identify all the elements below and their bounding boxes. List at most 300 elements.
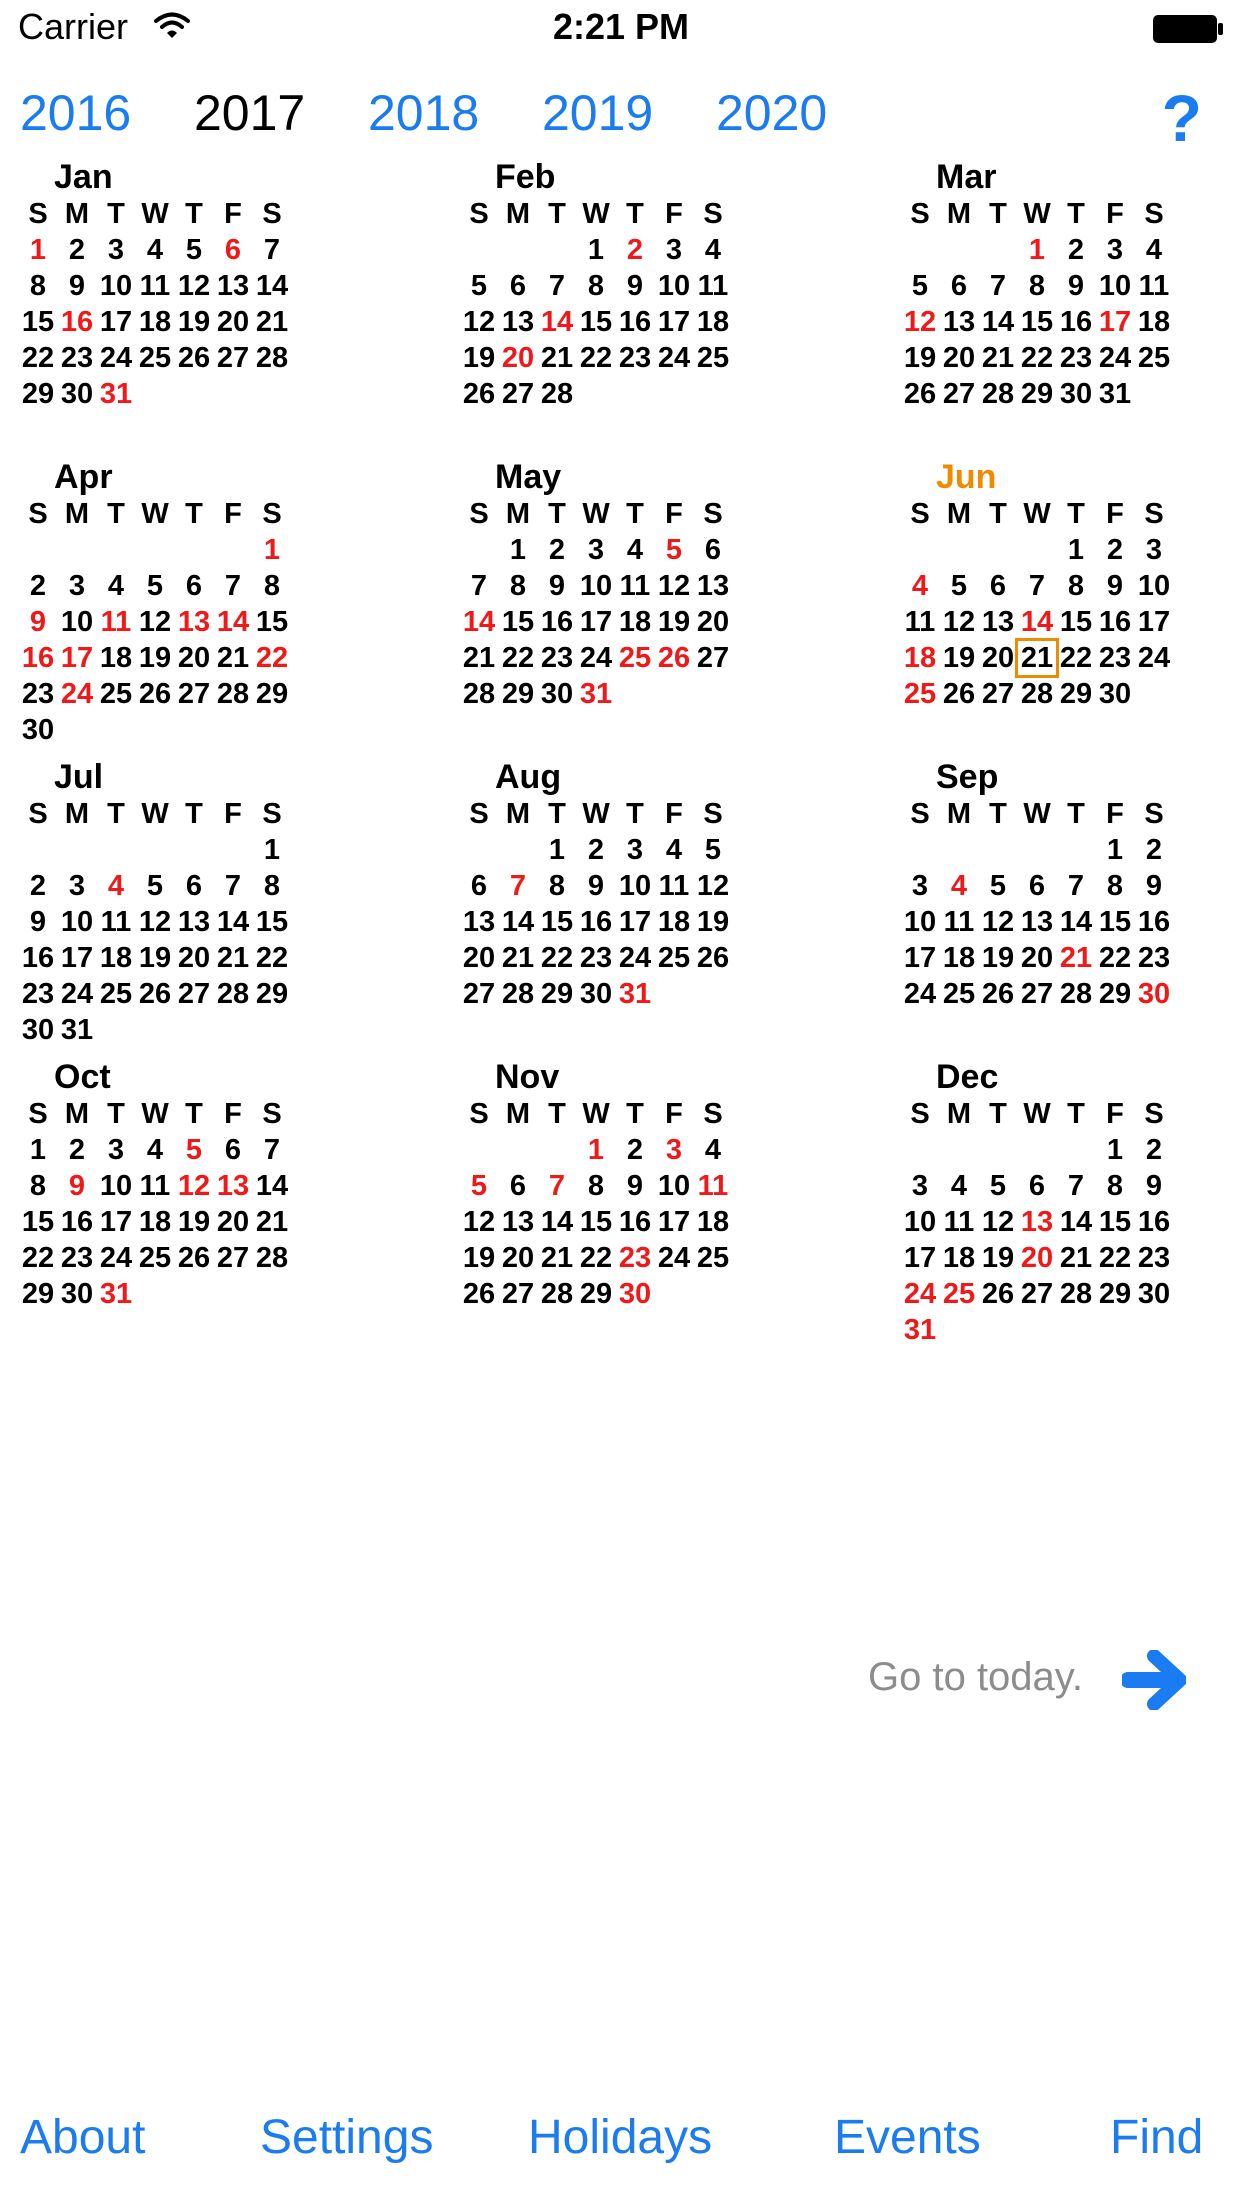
day-cell[interactable]: 5 [470, 1170, 488, 1202]
month-name[interactable]: Feb [495, 158, 556, 196]
day-cell[interactable]: 18 [942, 1242, 976, 1274]
day-cell[interactable]: 14 [216, 606, 250, 638]
day-cell[interactable]: 20 [177, 942, 211, 974]
day-cell[interactable]: 4 [1145, 234, 1163, 266]
day-cell[interactable]: 20 [1020, 942, 1054, 974]
day-cell[interactable]: 9 [68, 1170, 86, 1202]
day-cell[interactable]: 8 [509, 570, 527, 602]
day-cell[interactable]: 6 [224, 234, 242, 266]
day-cell[interactable]: 18 [138, 306, 172, 338]
day-cell[interactable]: 6 [185, 570, 203, 602]
day-cell[interactable]: 1 [29, 234, 47, 266]
day-cell[interactable]: 3 [68, 870, 86, 902]
day-cell[interactable]: 16 [21, 942, 55, 974]
day-cell[interactable]: 14 [216, 906, 250, 938]
tab-find[interactable]: Find [1110, 2111, 1204, 2164]
day-cell[interactable]: 5 [665, 534, 683, 566]
day-cell[interactable]: 28 [981, 378, 1015, 410]
day-cell[interactable]: 2 [68, 234, 86, 266]
day-cell[interactable]: 23 [1098, 642, 1132, 674]
day-cell[interactable]: 14 [255, 1170, 289, 1202]
help-button[interactable]: ? [1161, 81, 1202, 155]
day-cell[interactable]: 3 [665, 1134, 683, 1166]
day-cell[interactable]: 15 [501, 606, 535, 638]
day-cell[interactable]: 27 [501, 1278, 535, 1310]
day-cell[interactable]: 19 [696, 906, 730, 938]
day-cell[interactable]: 12 [903, 306, 937, 338]
day-cell[interactable]: 26 [462, 378, 496, 410]
day-cell[interactable]: 28 [255, 342, 289, 374]
day-cell[interactable]: 8 [263, 570, 281, 602]
day-cell[interactable]: 11 [139, 1170, 171, 1202]
day-cell[interactable]: 26 [981, 978, 1015, 1010]
day-cell[interactable]: 4 [146, 1134, 164, 1166]
day-cell[interactable]: 11 [697, 1170, 729, 1202]
day-cell[interactable]: 14 [540, 1206, 574, 1238]
month-name[interactable]: May [495, 458, 562, 496]
day-cell[interactable]: 22 [1020, 342, 1054, 374]
day-cell[interactable]: 17 [903, 1242, 937, 1274]
day-cell[interactable]: 3 [1145, 534, 1163, 566]
day-cell[interactable]: 9 [1067, 270, 1085, 302]
day-cell[interactable]: 9 [626, 1170, 644, 1202]
day-cell[interactable]: 17 [618, 906, 652, 938]
day-cell[interactable]: 18 [903, 642, 937, 674]
day-cell[interactable]: 10 [903, 906, 937, 938]
day-cell[interactable]: 8 [1106, 1170, 1124, 1202]
day-cell[interactable]: 18 [696, 1206, 730, 1238]
day-cell[interactable]: 16 [1137, 906, 1171, 938]
day-cell[interactable]: 20 [216, 306, 250, 338]
day-cell[interactable]: 27 [177, 978, 211, 1010]
day-cell[interactable]: 30 [1137, 1278, 1171, 1310]
day-cell[interactable]: 22 [501, 642, 535, 674]
day-cell[interactable]: 18 [657, 906, 691, 938]
month-name[interactable]: Mar [936, 158, 997, 196]
day-cell[interactable]: 24 [657, 342, 691, 374]
day-cell[interactable]: 3 [68, 570, 86, 602]
day-cell[interactable]: 25 [696, 342, 730, 374]
day-cell[interactable]: 5 [185, 1134, 203, 1166]
day-cell[interactable]: 29 [21, 1278, 55, 1310]
year-2018-button[interactable]: 2018 [368, 85, 480, 141]
day-cell[interactable]: 4 [626, 534, 644, 566]
day-cell[interactable]: 7 [263, 1134, 281, 1166]
day-cell[interactable]: 7 [263, 234, 281, 266]
day-cell[interactable]: 28 [462, 678, 496, 710]
day-cell[interactable]: 21 [540, 1242, 574, 1274]
day-cell[interactable]: 15 [1098, 906, 1132, 938]
day-cell[interactable]: 15 [1098, 1206, 1132, 1238]
day-cell[interactable]: 29 [1020, 378, 1054, 410]
day-cell[interactable]: 13 [1020, 1206, 1054, 1238]
day-cell[interactable]: 22 [1059, 642, 1093, 674]
day-cell[interactable]: 19 [942, 642, 976, 674]
day-cell[interactable]: 28 [501, 978, 535, 1010]
day-cell[interactable]: 2 [626, 234, 644, 266]
day-cell[interactable]: 2 [548, 534, 566, 566]
day-cell[interactable]: 22 [579, 342, 613, 374]
day-cell[interactable]: 2 [587, 834, 605, 866]
day-cell[interactable]: 6 [509, 270, 527, 302]
day-cell[interactable]: 8 [29, 270, 47, 302]
day-cell[interactable]: 18 [99, 642, 133, 674]
day-cell[interactable]: 9 [29, 606, 47, 638]
day-cell[interactable]: 20 [981, 642, 1015, 674]
day-cell[interactable]: 11 [658, 870, 690, 902]
day-cell[interactable]: 25 [138, 1242, 172, 1274]
day-cell[interactable]: 4 [704, 234, 722, 266]
day-cell[interactable]: 9 [1106, 570, 1124, 602]
day-cell[interactable]: 7 [1028, 570, 1046, 602]
day-cell[interactable]: 25 [138, 342, 172, 374]
day-cell[interactable]: 20 [1020, 1242, 1054, 1274]
day-cell[interactable]: 22 [1098, 1242, 1132, 1274]
day-cell[interactable]: 3 [587, 534, 605, 566]
day-cell[interactable]: 2 [1106, 534, 1124, 566]
day-cell[interactable]: 3 [107, 1134, 125, 1166]
day-cell[interactable]: 16 [540, 606, 574, 638]
day-cell[interactable]: 17 [99, 1206, 133, 1238]
day-cell[interactable]: 6 [1028, 870, 1046, 902]
day-cell[interactable]: 12 [657, 570, 691, 602]
day-cell[interactable]: 24 [1098, 342, 1132, 374]
day-cell[interactable]: 30 [21, 1014, 55, 1046]
day-cell[interactable]: 5 [470, 270, 488, 302]
day-cell[interactable]: 10 [579, 570, 613, 602]
day-cell[interactable]: 6 [224, 1134, 242, 1166]
day-cell[interactable]: 1 [548, 834, 566, 866]
day-cell[interactable]: 27 [1020, 1278, 1054, 1310]
day-cell[interactable]: 14 [1020, 606, 1054, 638]
day-cell[interactable]: 10 [99, 1170, 133, 1202]
day-cell[interactable]: 13 [981, 606, 1015, 638]
day-cell[interactable]: 15 [1059, 606, 1093, 638]
day-cell[interactable]: 14 [462, 606, 496, 638]
day-cell[interactable]: 14 [981, 306, 1015, 338]
day-cell[interactable]: 25 [99, 978, 133, 1010]
day-cell[interactable]: 26 [177, 1242, 211, 1274]
day-cell[interactable]: 17 [903, 942, 937, 974]
day-cell[interactable]: 30 [60, 378, 94, 410]
day-cell[interactable]: 12 [981, 906, 1015, 938]
day-cell[interactable]: 11 [943, 1206, 975, 1238]
day-cell[interactable]: 29 [501, 678, 535, 710]
day-cell[interactable]: 2 [626, 1134, 644, 1166]
day-cell[interactable]: 26 [696, 942, 730, 974]
day-cell[interactable]: 26 [462, 1278, 496, 1310]
day-cell[interactable]: 20 [462, 942, 496, 974]
day-cell[interactable]: 31 [99, 1278, 133, 1310]
day-cell[interactable]: 23 [540, 642, 574, 674]
day-cell[interactable]: 5 [185, 234, 203, 266]
day-cell[interactable]: 30 [540, 678, 574, 710]
day-cell[interactable]: 21 [216, 942, 250, 974]
day-cell[interactable]: 9 [29, 906, 47, 938]
day-cell[interactable]: 11 [697, 270, 729, 302]
year-2019-button[interactable]: 2019 [542, 85, 654, 141]
day-cell[interactable]: 16 [1137, 1206, 1171, 1238]
day-cell[interactable]: 15 [255, 906, 289, 938]
day-cell[interactable]: 12 [138, 606, 172, 638]
day-cell[interactable]: 19 [177, 1206, 211, 1238]
day-cell[interactable]: 31 [903, 1314, 937, 1346]
day-cell[interactable]: 29 [255, 978, 289, 1010]
tab-events[interactable]: Events [834, 2111, 981, 2164]
day-cell[interactable]: 21 [255, 1206, 289, 1238]
day-cell[interactable]: 28 [1059, 1278, 1093, 1310]
tab-holidays[interactable]: Holidays [528, 2111, 713, 2164]
month-name[interactable]: Apr [54, 458, 113, 496]
day-cell[interactable]: 16 [1059, 306, 1093, 338]
day-cell[interactable]: 12 [462, 306, 496, 338]
day-cell[interactable]: 8 [263, 870, 281, 902]
day-cell[interactable]: 19 [462, 1242, 496, 1274]
day-cell[interactable]: 3 [665, 234, 683, 266]
day-cell[interactable]: 27 [942, 378, 976, 410]
day-cell[interactable]: 13 [216, 270, 250, 302]
day-cell[interactable]: 7 [470, 570, 488, 602]
day-cell[interactable]: 27 [216, 342, 250, 374]
day-cell[interactable]: 6 [704, 534, 722, 566]
day-cell[interactable]: 25 [618, 642, 652, 674]
day-cell[interactable]: 1 [263, 834, 281, 866]
day-cell[interactable]: 10 [99, 270, 133, 302]
day-cell[interactable]: 26 [942, 678, 976, 710]
day-cell[interactable]: 8 [1028, 270, 1046, 302]
day-cell[interactable]: 24 [1137, 642, 1171, 674]
day-cell[interactable]: 10 [60, 606, 94, 638]
day-cell[interactable]: 12 [138, 906, 172, 938]
day-cell[interactable]: 25 [942, 1278, 976, 1310]
day-cell[interactable]: 13 [942, 306, 976, 338]
day-cell[interactable]: 11 [904, 606, 936, 638]
day-cell[interactable]: 29 [1059, 678, 1093, 710]
day-cell[interactable]: 2 [1067, 234, 1085, 266]
day-cell[interactable]: 1 [1106, 834, 1124, 866]
day-cell[interactable]: 27 [462, 978, 496, 1010]
day-cell[interactable]: 16 [579, 906, 613, 938]
day-cell[interactable]: 4 [950, 870, 968, 902]
day-cell[interactable]: 14 [1059, 906, 1093, 938]
day-cell[interactable]: 17 [60, 642, 94, 674]
day-cell[interactable]: 15 [255, 606, 289, 638]
day-cell[interactable]: 30 [60, 1278, 94, 1310]
day-cell[interactable]: 23 [618, 1242, 652, 1274]
day-cell[interactable]: 31 [60, 1014, 94, 1046]
day-cell[interactable]: 28 [1020, 678, 1054, 710]
day-cell[interactable]: 16 [618, 306, 652, 338]
day-cell[interactable]: 21 [216, 642, 250, 674]
day-cell[interactable]: 9 [68, 270, 86, 302]
day-cell[interactable]: 19 [657, 606, 691, 638]
day-cell[interactable]: 24 [99, 342, 133, 374]
day-cell[interactable]: 25 [942, 978, 976, 1010]
day-cell[interactable]: 20 [501, 342, 535, 374]
day-cell[interactable]: 20 [942, 342, 976, 374]
day-cell[interactable]: 27 [696, 642, 730, 674]
day-cell[interactable]: 16 [1098, 606, 1132, 638]
day-cell[interactable]: 27 [177, 678, 211, 710]
day-cell[interactable]: 27 [501, 378, 535, 410]
day-cell[interactable]: 22 [21, 1242, 55, 1274]
day-cell[interactable]: 26 [177, 342, 211, 374]
day-cell[interactable]: 11 [1138, 270, 1170, 302]
day-cell[interactable]: 26 [138, 678, 172, 710]
day-cell[interactable]: 6 [185, 870, 203, 902]
day-cell[interactable]: 1 [1028, 234, 1046, 266]
day-cell[interactable]: 15 [1020, 306, 1054, 338]
day-cell[interactable]: 4 [146, 234, 164, 266]
day-cell[interactable]: 29 [540, 978, 574, 1010]
day-cell[interactable]: 22 [21, 342, 55, 374]
day-cell[interactable]: 29 [1098, 1278, 1132, 1310]
day-cell[interactable]: 23 [21, 978, 55, 1010]
day-cell[interactable]: 11 [619, 570, 651, 602]
today-cell[interactable]: 21 [1017, 640, 1057, 676]
day-cell[interactable]: 14 [501, 906, 535, 938]
day-cell[interactable]: 5 [911, 270, 929, 302]
day-cell[interactable]: 22 [540, 942, 574, 974]
day-cell[interactable]: 14 [255, 270, 289, 302]
day-cell[interactable]: 21 [540, 342, 574, 374]
month-name[interactable]: Oct [54, 1058, 111, 1096]
day-cell[interactable]: 24 [903, 978, 937, 1010]
day-cell[interactable]: 28 [255, 1242, 289, 1274]
day-cell[interactable]: 20 [696, 606, 730, 638]
day-cell[interactable]: 24 [60, 978, 94, 1010]
day-cell[interactable]: 8 [548, 870, 566, 902]
day-cell[interactable]: 1 [509, 534, 527, 566]
day-cell[interactable]: 4 [911, 570, 929, 602]
day-cell[interactable]: 2 [1145, 834, 1163, 866]
tab-settings[interactable]: Settings [260, 2111, 434, 2164]
day-cell[interactable]: 9 [1145, 1170, 1163, 1202]
day-cell[interactable]: 7 [509, 870, 527, 902]
day-cell[interactable]: 24 [60, 678, 94, 710]
day-cell[interactable]: 25 [903, 678, 937, 710]
day-cell[interactable]: 12 [177, 270, 211, 302]
day-cell[interactable]: 4 [107, 870, 125, 902]
day-cell[interactable]: 16 [618, 1206, 652, 1238]
day-cell[interactable]: 30 [1137, 978, 1171, 1010]
day-cell[interactable]: 30 [618, 1278, 652, 1310]
day-cell[interactable]: 11 [139, 270, 171, 302]
day-cell[interactable]: 13 [696, 570, 730, 602]
day-cell[interactable]: 17 [579, 606, 613, 638]
day-cell[interactable]: 10 [903, 1206, 937, 1238]
day-cell[interactable]: 18 [138, 1206, 172, 1238]
year-2020-button[interactable]: 2020 [716, 85, 828, 141]
day-cell[interactable]: 23 [21, 678, 55, 710]
day-cell[interactable]: 1 [263, 534, 281, 566]
day-cell[interactable]: 22 [255, 642, 289, 674]
day-cell[interactable]: 13 [1020, 906, 1054, 938]
day-cell[interactable]: 20 [501, 1242, 535, 1274]
day-cell[interactable]: 21 [981, 342, 1015, 374]
go-to-today-label[interactable]: Go to today. [868, 1655, 1083, 1699]
day-cell[interactable]: 12 [696, 870, 730, 902]
day-cell[interactable]: 13 [501, 1206, 535, 1238]
day-cell[interactable]: 7 [989, 270, 1007, 302]
day-cell[interactable]: 10 [657, 1170, 691, 1202]
day-cell[interactable]: 14 [1059, 1206, 1093, 1238]
day-cell[interactable]: 12 [942, 606, 976, 638]
day-cell[interactable]: 5 [146, 570, 164, 602]
day-cell[interactable]: 16 [21, 642, 55, 674]
day-cell[interactable]: 6 [470, 870, 488, 902]
day-cell[interactable]: 8 [29, 1170, 47, 1202]
day-cell[interactable]: 10 [60, 906, 94, 938]
day-cell[interactable]: 31 [618, 978, 652, 1010]
day-cell[interactable]: 15 [540, 906, 574, 938]
day-cell[interactable]: 19 [981, 1242, 1015, 1274]
day-cell[interactable]: 4 [950, 1170, 968, 1202]
tab-about[interactable]: About [20, 2111, 146, 2164]
day-cell[interactable]: 27 [1020, 978, 1054, 1010]
day-cell[interactable]: 7 [224, 870, 242, 902]
day-cell[interactable]: 7 [1067, 1170, 1085, 1202]
day-cell[interactable]: 5 [989, 1170, 1007, 1202]
day-cell[interactable]: 3 [626, 834, 644, 866]
day-cell[interactable]: 22 [255, 942, 289, 974]
day-cell[interactable]: 19 [138, 942, 172, 974]
month-name[interactable]: Jun [936, 458, 997, 496]
day-cell[interactable]: 1 [587, 234, 605, 266]
day-cell[interactable]: 29 [1098, 978, 1132, 1010]
day-cell[interactable]: 9 [548, 570, 566, 602]
day-cell[interactable]: 12 [462, 1206, 496, 1238]
day-cell[interactable]: 20 [216, 1206, 250, 1238]
day-cell[interactable]: 26 [981, 1278, 1015, 1310]
day-cell[interactable]: 1 [29, 1134, 47, 1166]
day-cell[interactable]: 2 [1145, 1134, 1163, 1166]
day-cell[interactable]: 30 [1059, 378, 1093, 410]
day-cell[interactable]: 23 [1137, 1242, 1171, 1274]
day-cell[interactable]: 29 [579, 1278, 613, 1310]
day-cell[interactable]: 9 [626, 270, 644, 302]
day-cell[interactable]: 23 [60, 342, 94, 374]
day-cell[interactable]: 17 [1137, 606, 1171, 638]
day-cell[interactable]: 27 [216, 1242, 250, 1274]
day-cell[interactable]: 25 [696, 1242, 730, 1274]
day-cell[interactable]: 20 [177, 642, 211, 674]
day-cell[interactable]: 3 [911, 870, 929, 902]
day-cell[interactable]: 7 [548, 270, 566, 302]
day-cell[interactable]: 26 [903, 378, 937, 410]
day-cell[interactable]: 19 [138, 642, 172, 674]
month-name[interactable]: Aug [495, 758, 562, 796]
day-cell[interactable]: 13 [216, 1170, 250, 1202]
day-cell[interactable]: 23 [1059, 342, 1093, 374]
day-cell[interactable]: 8 [587, 1170, 605, 1202]
day-cell[interactable]: 12 [981, 1206, 1015, 1238]
day-cell[interactable]: 5 [146, 870, 164, 902]
day-cell[interactable]: 7 [1067, 870, 1085, 902]
day-cell[interactable]: 3 [911, 1170, 929, 1202]
day-cell[interactable]: 6 [1028, 1170, 1046, 1202]
day-cell[interactable]: 1 [1067, 534, 1085, 566]
day-cell[interactable]: 17 [60, 942, 94, 974]
day-cell[interactable]: 8 [1106, 870, 1124, 902]
day-cell[interactable]: 25 [1137, 342, 1171, 374]
day-cell[interactable]: 18 [942, 942, 976, 974]
day-cell[interactable]: 3 [107, 234, 125, 266]
month-name[interactable]: Jul [54, 758, 104, 796]
day-cell[interactable]: 30 [21, 714, 55, 746]
day-cell[interactable]: 25 [657, 942, 691, 974]
day-cell[interactable]: 15 [579, 1206, 613, 1238]
